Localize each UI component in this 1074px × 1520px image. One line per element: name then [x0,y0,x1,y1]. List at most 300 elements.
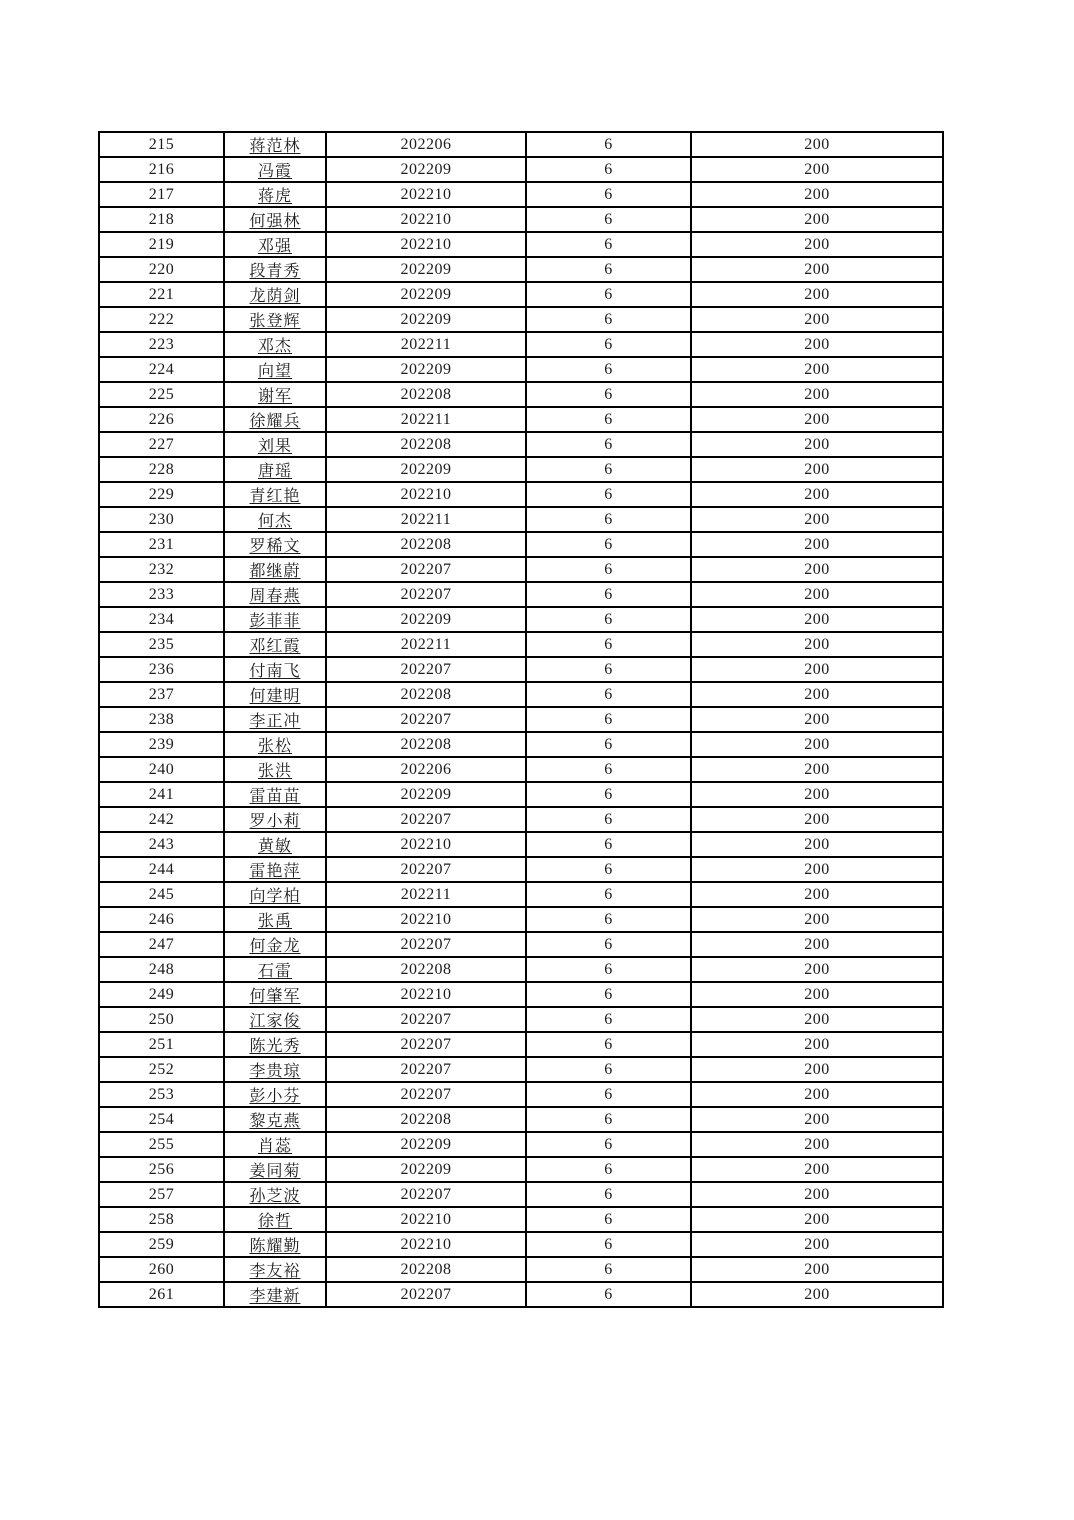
count-cell: 6 [526,457,691,482]
count-cell: 6 [526,1007,691,1032]
row-number-cell: 256 [99,1157,224,1182]
name-text: 蒋虎 [257,188,292,205]
row-number-cell: 261 [99,1282,224,1307]
table-row [99,232,943,257]
month-cell: 202208 [326,432,526,457]
name-cell [224,232,326,257]
amount-cell: 200 [691,1107,943,1132]
row-number-cell: 245 [99,882,224,907]
name-text: 邓强 [257,238,292,255]
row-number-cell: 258 [99,1207,224,1232]
table-row [99,407,943,432]
row-number-cell: 253 [99,1082,224,1107]
row-number-cell: 236 [99,657,224,682]
amount-cell: 200 [691,832,943,857]
row-number-cell: 227 [99,432,224,457]
month-cell: 202206 [326,757,526,782]
month-cell: 202207 [326,807,526,832]
table-row [99,507,943,532]
name-text: 李贵琼 [249,1063,301,1080]
amount-cell: 200 [691,957,943,982]
name-cell [224,932,326,957]
name-cell [224,432,326,457]
count-cell: 6 [526,232,691,257]
row-number-cell: 232 [99,557,224,582]
row-number-cell: 246 [99,907,224,932]
amount-cell: 200 [691,532,943,557]
name-text: 张登辉 [249,313,301,330]
name-text: 付南飞 [249,663,301,680]
table-row [99,332,943,357]
amount-cell: 200 [691,407,943,432]
name-text: 何建明 [249,688,301,705]
row-number-cell: 229 [99,482,224,507]
amount-cell: 200 [691,857,943,882]
month-cell: 202207 [326,1082,526,1107]
name-text: 陈光秀 [249,1038,301,1055]
row-number-cell: 247 [99,932,224,957]
month-cell: 202207 [326,1057,526,1082]
name-text: 雷苗苗 [249,788,301,805]
name-cell [224,482,326,507]
name-text: 向望 [257,363,292,380]
amount-cell: 200 [691,232,943,257]
amount-cell: 200 [691,482,943,507]
month-cell: 202207 [326,1182,526,1207]
row-number-cell: 243 [99,832,224,857]
month-cell: 202207 [326,932,526,957]
table-row [99,1007,943,1032]
month-cell: 202210 [326,832,526,857]
table-row [99,357,943,382]
amount-cell: 200 [691,1157,943,1182]
month-cell: 202207 [326,582,526,607]
name-cell [224,382,326,407]
count-cell: 6 [526,382,691,407]
name-cell [224,1107,326,1132]
row-number-cell: 255 [99,1132,224,1157]
amount-cell: 200 [691,1132,943,1157]
amount-cell: 200 [691,1232,943,1257]
month-cell: 202209 [326,457,526,482]
name-text: 肖蕊 [257,1138,292,1155]
count-cell: 6 [526,757,691,782]
name-text: 邓杰 [257,338,292,355]
month-cell: 202210 [326,1207,526,1232]
month-cell: 202208 [326,682,526,707]
name-cell [224,182,326,207]
month-cell: 202211 [326,507,526,532]
name-text: 张禹 [257,913,292,930]
row-number-cell: 230 [99,507,224,532]
table-row [99,482,943,507]
table-row [99,1232,943,1257]
name-text: 何金龙 [249,938,301,955]
row-number-cell: 240 [99,757,224,782]
count-cell: 6 [526,432,691,457]
name-cell [224,457,326,482]
amount-cell: 200 [691,357,943,382]
month-cell: 202209 [326,157,526,182]
month-cell: 202209 [326,1132,526,1157]
month-cell: 202210 [326,232,526,257]
name-cell [224,307,326,332]
name-text: 孙芝波 [249,1188,301,1205]
month-cell: 202209 [326,257,526,282]
amount-cell: 200 [691,457,943,482]
table-row [99,182,943,207]
name-cell [224,582,326,607]
name-cell [224,1257,326,1282]
count-cell: 6 [526,682,691,707]
amount-cell: 200 [691,782,943,807]
count-cell: 6 [526,1182,691,1207]
month-cell: 202207 [326,1282,526,1307]
amount-cell: 200 [691,1257,943,1282]
name-text: 江家俊 [249,1013,301,1030]
count-cell: 6 [526,132,691,157]
row-number-cell: 218 [99,207,224,232]
month-cell: 202210 [326,482,526,507]
row-number-cell: 215 [99,132,224,157]
amount-cell: 200 [691,282,943,307]
count-cell: 6 [526,732,691,757]
table-row [99,782,943,807]
name-text: 徐哲 [257,1213,292,1230]
name-cell [224,1232,326,1257]
month-cell: 202209 [326,357,526,382]
name-text: 冯霞 [257,163,292,180]
month-cell: 202207 [326,557,526,582]
month-cell: 202209 [326,607,526,632]
name-text: 段青秀 [249,263,301,280]
name-cell [224,557,326,582]
table-row [99,732,943,757]
count-cell: 6 [526,407,691,432]
month-cell: 202209 [326,282,526,307]
name-text: 罗小莉 [249,813,301,830]
name-cell [224,1157,326,1182]
row-number-cell: 222 [99,307,224,332]
row-number-cell: 228 [99,457,224,482]
name-text: 李正冲 [249,713,301,730]
table-row [99,657,943,682]
count-cell: 6 [526,1207,691,1232]
name-text: 陈耀勤 [249,1238,301,1255]
month-cell: 202210 [326,207,526,232]
name-text: 黎克燕 [249,1113,301,1130]
amount-cell: 200 [691,757,943,782]
count-cell: 6 [526,957,691,982]
table-row [99,257,943,282]
table-row [99,432,943,457]
month-cell: 202208 [326,1107,526,1132]
table-row [99,1182,943,1207]
name-cell [224,507,326,532]
count-cell: 6 [526,707,691,732]
amount-cell: 200 [691,382,943,407]
count-cell: 6 [526,632,691,657]
row-number-cell: 239 [99,732,224,757]
month-cell: 202207 [326,1007,526,1032]
name-cell [224,957,326,982]
name-text: 龙荫剑 [249,288,301,305]
row-number-cell: 223 [99,332,224,357]
name-cell [224,707,326,732]
count-cell: 6 [526,882,691,907]
amount-cell: 200 [691,207,943,232]
table-row [99,682,943,707]
name-cell [224,757,326,782]
name-text: 刘果 [257,438,292,455]
row-number-cell: 244 [99,857,224,882]
amount-cell: 200 [691,507,943,532]
row-number-cell: 251 [99,1032,224,1057]
table-row [99,557,943,582]
row-number-cell: 260 [99,1257,224,1282]
amount-cell: 200 [691,182,943,207]
name-cell [224,1207,326,1232]
count-cell: 6 [526,1232,691,1257]
count-cell: 6 [526,1282,691,1307]
count-cell: 6 [526,532,691,557]
month-cell: 202207 [326,1032,526,1057]
month-cell: 202207 [326,657,526,682]
row-number-cell: 225 [99,382,224,407]
table-body [99,132,943,1307]
count-cell: 6 [526,357,691,382]
count-cell: 6 [526,982,691,1007]
table-row [99,1032,943,1057]
name-cell [224,832,326,857]
row-number-cell: 249 [99,982,224,1007]
month-cell: 202208 [326,532,526,557]
amount-cell: 200 [691,1207,943,1232]
table-row [99,957,943,982]
amount-cell: 200 [691,332,943,357]
count-cell: 6 [526,282,691,307]
row-number-cell: 259 [99,1232,224,1257]
table-row [99,857,943,882]
name-text: 何强林 [249,213,301,230]
amount-cell: 200 [691,582,943,607]
count-cell: 6 [526,582,691,607]
count-cell: 6 [526,782,691,807]
row-number-cell: 226 [99,407,224,432]
name-cell [224,1082,326,1107]
name-cell [224,1057,326,1082]
name-cell [224,407,326,432]
table-row [99,382,943,407]
table-row [99,282,943,307]
name-text: 邓红霞 [249,638,301,655]
amount-cell: 200 [691,907,943,932]
amount-cell: 200 [691,1282,943,1307]
row-number-cell: 235 [99,632,224,657]
count-cell: 6 [526,307,691,332]
name-text: 李建新 [249,1288,301,1305]
name-cell [224,357,326,382]
amount-cell: 200 [691,557,943,582]
month-cell: 202207 [326,707,526,732]
amount-cell: 200 [691,707,943,732]
name-cell [224,257,326,282]
count-cell: 6 [526,157,691,182]
table-row [99,1157,943,1182]
name-cell [224,282,326,307]
row-number-cell: 220 [99,257,224,282]
row-number-cell: 242 [99,807,224,832]
amount-cell: 200 [691,257,943,282]
table-row [99,707,943,732]
name-text: 张洪 [257,763,292,780]
table-row [99,132,943,157]
name-cell [224,1132,326,1157]
month-cell: 202211 [326,407,526,432]
name-text: 黄敏 [257,838,292,855]
amount-cell: 200 [691,882,943,907]
row-number-cell: 233 [99,582,224,607]
amount-cell: 200 [691,1182,943,1207]
name-text: 周春燕 [249,588,301,605]
row-number-cell: 217 [99,182,224,207]
amount-cell: 200 [691,307,943,332]
table-row [99,1207,943,1232]
name-cell [224,607,326,632]
month-cell: 202210 [326,907,526,932]
table-row [99,1082,943,1107]
month-cell: 202206 [326,132,526,157]
name-cell [224,1282,326,1307]
count-cell: 6 [526,257,691,282]
name-text: 石雷 [257,963,292,980]
name-text: 罗稀文 [249,538,301,555]
table-row [99,307,943,332]
count-cell: 6 [526,857,691,882]
table-row [99,982,943,1007]
table-row [99,607,943,632]
table-row [99,807,943,832]
amount-cell: 200 [691,682,943,707]
name-text: 向学柏 [249,888,301,905]
row-number-cell: 219 [99,232,224,257]
row-number-cell: 257 [99,1182,224,1207]
amount-cell: 200 [691,1007,943,1032]
count-cell: 6 [526,807,691,832]
table-row [99,157,943,182]
name-cell [224,132,326,157]
month-cell: 202208 [326,732,526,757]
month-cell: 202211 [326,632,526,657]
amount-cell: 200 [691,132,943,157]
name-text: 都继蔚 [249,563,301,580]
table-row [99,882,943,907]
month-cell: 202211 [326,882,526,907]
table-row [99,582,943,607]
name-cell [224,882,326,907]
table-row [99,632,943,657]
table-row [99,832,943,857]
count-cell: 6 [526,1107,691,1132]
table-row [99,1282,943,1307]
table-row [99,1132,943,1157]
table-row [99,207,943,232]
amount-cell: 200 [691,807,943,832]
name-cell [224,782,326,807]
name-cell [224,807,326,832]
name-cell [224,682,326,707]
name-cell [224,207,326,232]
name-text: 雷艳萍 [249,863,301,880]
count-cell: 6 [526,1032,691,1057]
name-cell [224,157,326,182]
count-cell: 6 [526,332,691,357]
amount-cell: 200 [691,157,943,182]
name-text: 姜同菊 [249,1163,301,1180]
month-cell: 202210 [326,982,526,1007]
row-number-cell: 248 [99,957,224,982]
name-text: 谢军 [257,388,292,405]
row-number-cell: 250 [99,1007,224,1032]
amount-cell: 200 [691,1057,943,1082]
row-number-cell: 234 [99,607,224,632]
name-text: 青红艳 [249,488,301,505]
count-cell: 6 [526,932,691,957]
amount-cell: 200 [691,1032,943,1057]
row-number-cell: 224 [99,357,224,382]
table-row [99,1257,943,1282]
count-cell: 6 [526,207,691,232]
month-cell: 202207 [326,857,526,882]
name-text: 徐耀兵 [249,413,301,430]
month-cell: 202209 [326,1157,526,1182]
amount-cell: 200 [691,1082,943,1107]
month-cell: 202209 [326,307,526,332]
month-cell: 202208 [326,1257,526,1282]
count-cell: 6 [526,482,691,507]
name-text: 蒋范林 [249,138,301,155]
name-text: 李友裕 [249,1263,301,1280]
table-row [99,457,943,482]
name-cell [224,632,326,657]
count-cell: 6 [526,1132,691,1157]
name-text: 唐瑶 [257,463,292,480]
month-cell: 202210 [326,1232,526,1257]
name-text: 彭菲菲 [249,613,301,630]
row-number-cell: 237 [99,682,224,707]
row-number-cell: 231 [99,532,224,557]
table-row [99,1057,943,1082]
name-cell [224,332,326,357]
name-cell [224,732,326,757]
month-cell: 202208 [326,957,526,982]
row-number-cell: 238 [99,707,224,732]
month-cell: 202210 [326,182,526,207]
name-text: 张松 [257,738,292,755]
row-number-cell: 241 [99,782,224,807]
count-cell: 6 [526,557,691,582]
table-row [99,932,943,957]
count-cell: 6 [526,832,691,857]
count-cell: 6 [526,507,691,532]
month-cell: 202208 [326,382,526,407]
row-number-cell: 221 [99,282,224,307]
name-cell [224,857,326,882]
name-text: 彭小芬 [249,1088,301,1105]
amount-cell: 200 [691,607,943,632]
name-text: 何杰 [257,513,292,530]
count-cell: 6 [526,1057,691,1082]
